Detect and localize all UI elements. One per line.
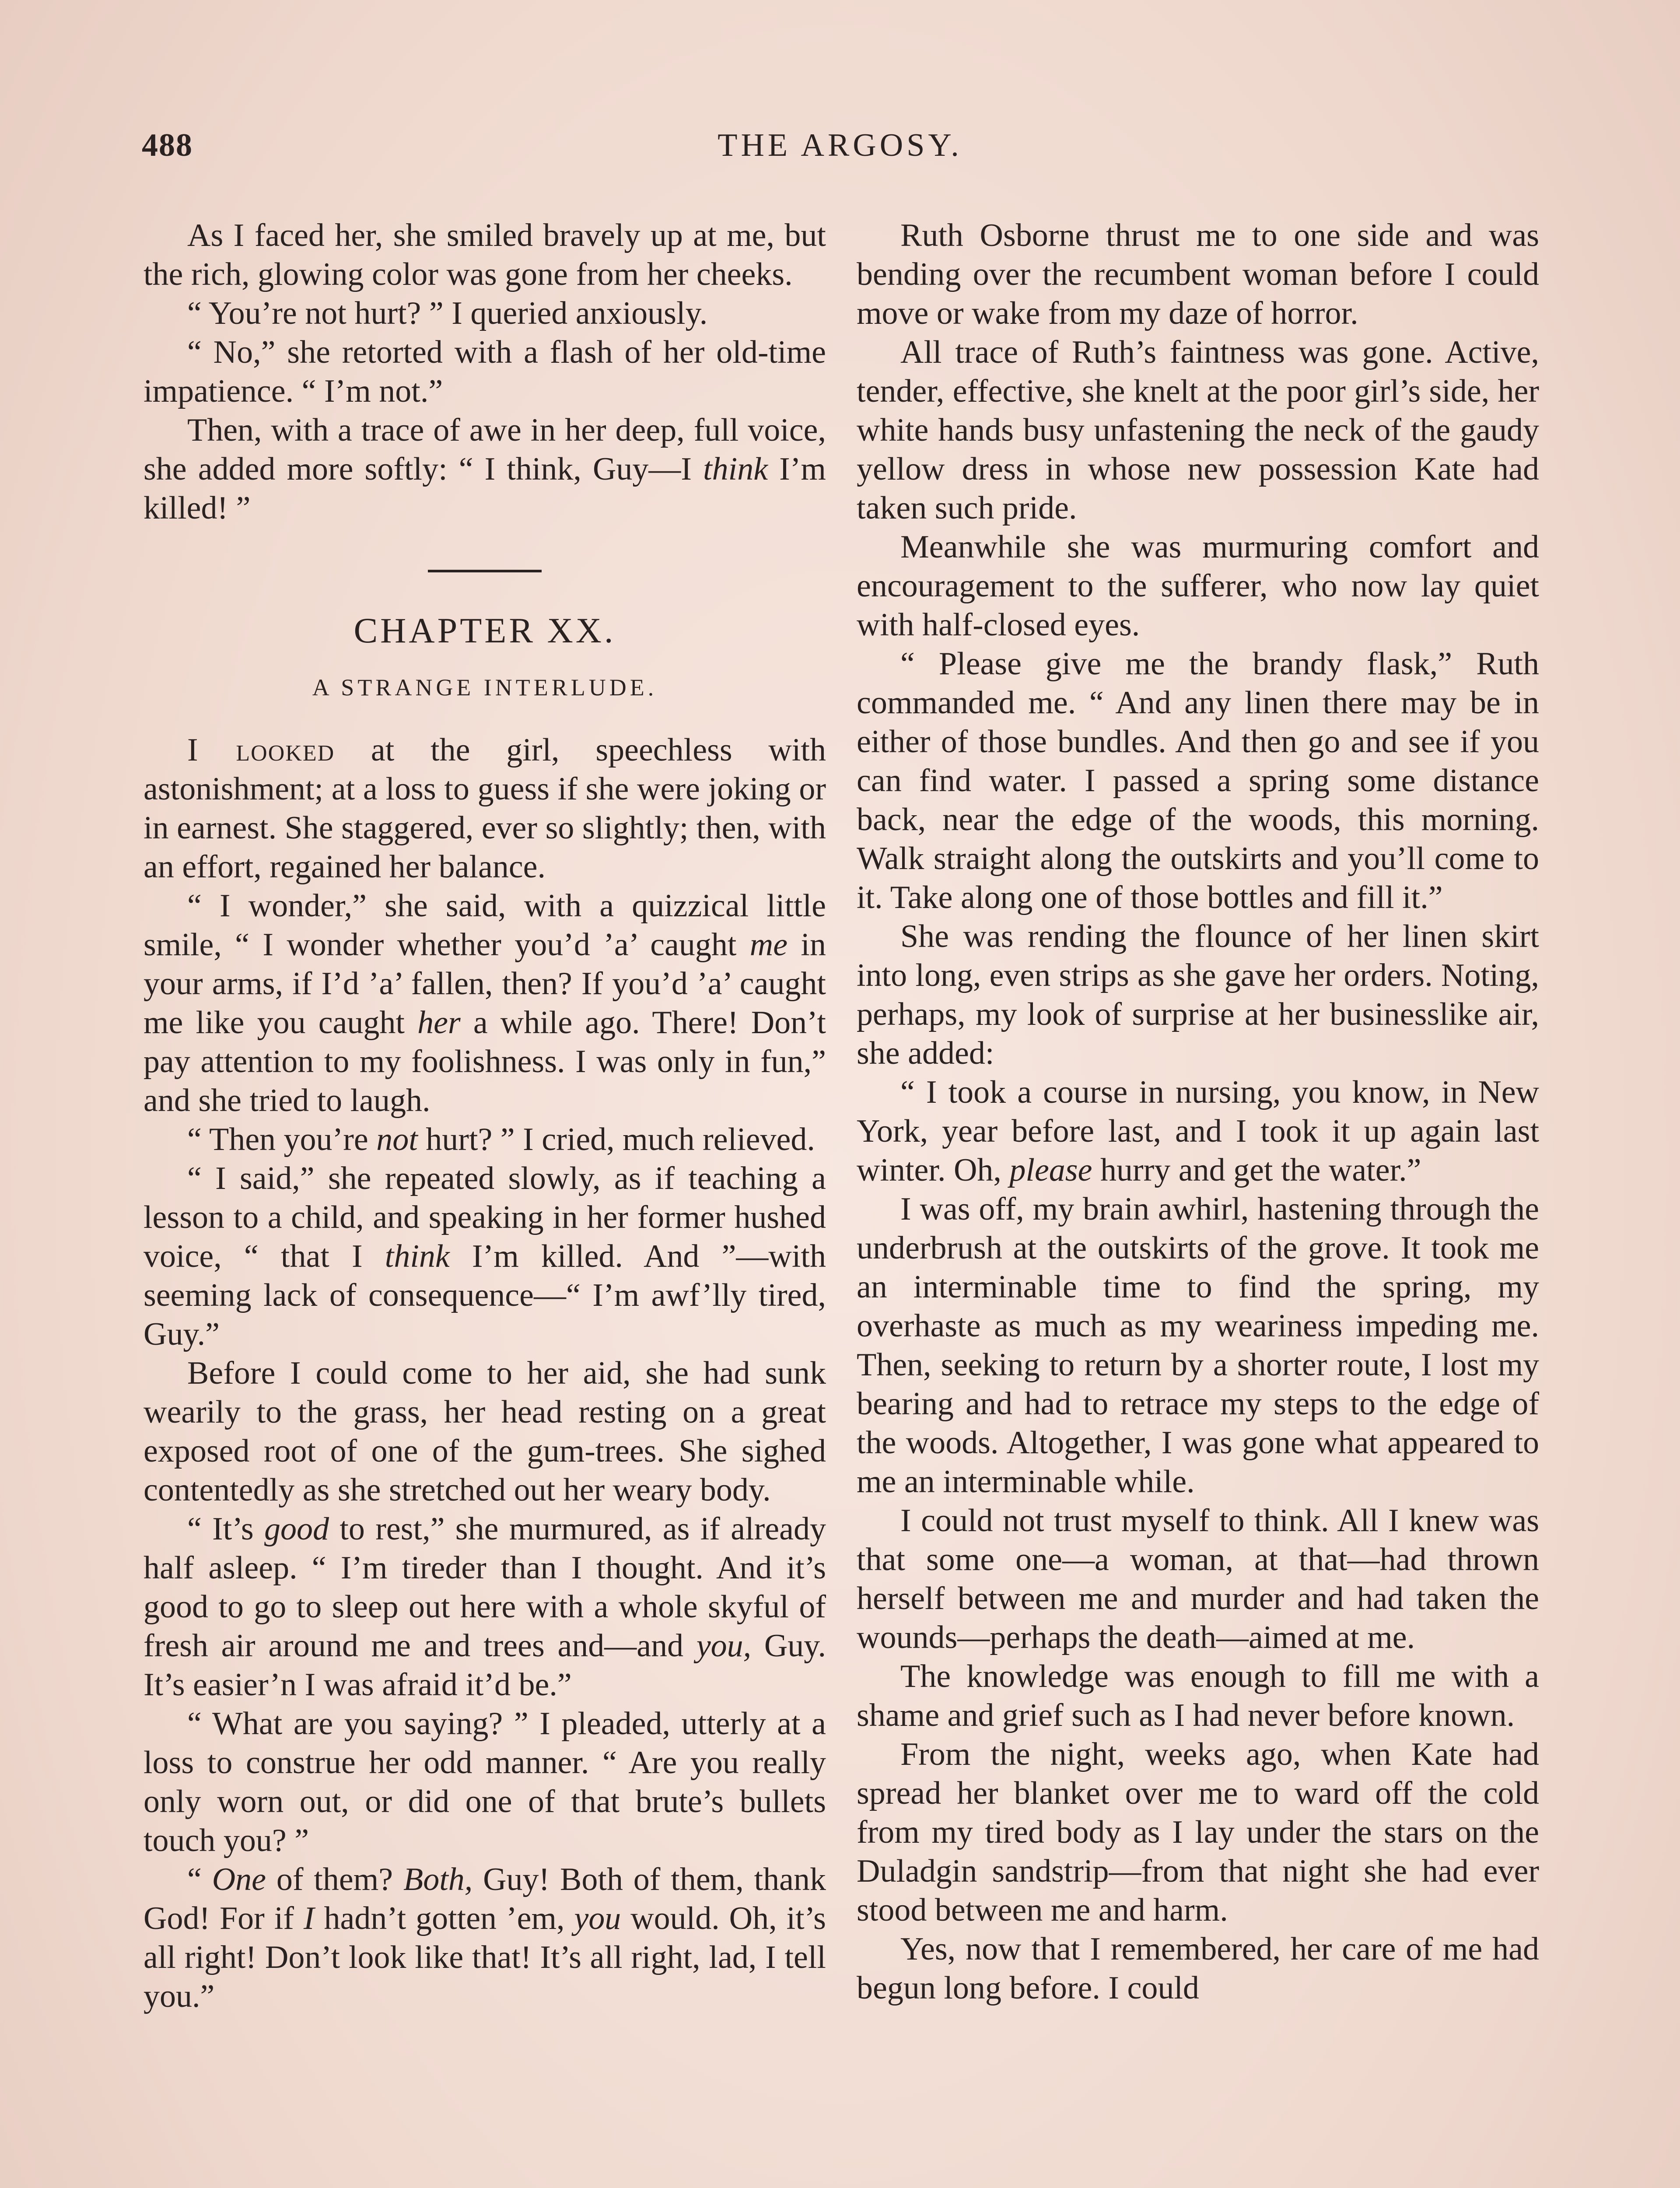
section-rule bbox=[428, 570, 542, 572]
paragraph: The knowledge was enough to fill me with a shame and grief such as I had never before known. bbox=[857, 1659, 1539, 1733]
right-column bbox=[857, 216, 1539, 2008]
paragraph: Then, with a trace of awe in her deep, full voice, she added more softly: “ I think, Guy—I think I’m killed! ” bbox=[144, 412, 826, 526]
chapter-subtitle: A STRANGE INTERLUDE. bbox=[312, 674, 658, 701]
paragraph: “ You’re not hurt? ” I queried anxiously. bbox=[187, 295, 708, 331]
paragraph: “ It’s good to rest,” she murmured, as if already half asleep. “ I’m tireder than I thought. And it’s good to go to sleep out here with a whole skyful of fresh air around me and trees and—and you, Guy. It’s easier’n I was afraid it’d be.” bbox=[144, 1511, 826, 1703]
paragraph: Ruth Osborne thrust me to one side and was bending over the recumbent woman before I could move or wake from my daze of horror. bbox=[857, 217, 1539, 331]
paragraph: “ One of them? Both, Guy! Both of them, thank God! For if I hadn’t gotten ’em, you would. Oh, it’s all right! Don’t look like that! It’s all right, lad, I tell you.” bbox=[144, 1862, 826, 2014]
paragraph: I was off, my brain awhirl, hastening through the underbrush at the outskirts of the grove. It took me an interminable time to find the spring, my overhaste as much as my weariness impeding me. Then, seeking to return by a shorter route, I lost my bearing and had to retrace my steps to the edge of the woods. Altogether, I was gone what appeared to me an interminable while. bbox=[857, 1191, 1539, 1500]
paragraph: I could not trust myself to think. All I knew was that some one—a woman, at that—had thrown herself between me and murder and had taken the wounds—perhaps the death—aimed at me. bbox=[857, 1503, 1539, 1655]
paragraph: “ I said,” she repeated slowly, as if teaching a lesson to a child, and speaking in her former hushed voice, “ that I think I’m killed. And ”—with seeming lack of consequence—“ I’m awf’lly tired, Guy.” bbox=[144, 1161, 826, 1352]
paragraph: She was rending the flounce of her linen skirt into long, even strips as she gave her orders. Noting, perhaps, my look of surprise at her businesslike air, she added: bbox=[857, 919, 1539, 1071]
paragraph: “ Please give me the brandy flask,” Ruth commanded me. “ And any linen there may be in either of those bundles. And then go and see if you can find water. I passed a spring some distance back, near the edge of the woods, this morning. Walk straight along the outskirts and you’ll come to it. Take along one of those bottles and fill it.” bbox=[857, 646, 1539, 915]
chapter-opening-words: I looked bbox=[187, 732, 335, 768]
paragraph: I looked at the girl, speechless with astonishment; at a loss to guess if she were joking or in earnest. She staggered, ever so slightly; then, with an effort, regained her balance. bbox=[144, 732, 826, 885]
page-number: 488 bbox=[142, 127, 193, 163]
paragraph: Yes, now that I remembered, her care of me had begun long before. I could bbox=[857, 1931, 1539, 2006]
running-title: THE ARGOSY. bbox=[718, 127, 962, 163]
paragraph: As I faced her, she smiled bravely up at me, but the rich, glowing color was gone from her cheeks. bbox=[144, 217, 826, 292]
paragraph: “ What are you saying? ” I pleaded, utterly at a loss to construe her odd manner. “ Are you really only worn out, or did one of that brute’s bullets touch you? ” bbox=[144, 1706, 826, 1858]
paragraph: Meanwhile she was murmuring comfort and encouragement to the sufferer, who now lay quiet with half-closed eyes. bbox=[857, 529, 1539, 643]
paragraph: “ No,” she retorted with a flash of her old-time impatience. “ I’m not.” bbox=[144, 334, 826, 409]
paragraph: All trace of Ruth’s faintness was gone. Active, tender, effective, she knelt at the poor girl’s side, her white hands busy unfastening the neck of the gaudy yellow dress in whose new possession Kate had taken such pride. bbox=[857, 334, 1539, 526]
chapter-title: CHAPTER XX. bbox=[354, 610, 616, 650]
paragraph: “ Then you’re not hurt? ” I cried, much relieved. bbox=[187, 1122, 815, 1157]
left-column bbox=[144, 216, 826, 2016]
paragraph: “ I took a course in nursing, you know, in New York, year before last, and I took it up again last winter. Oh, please hurry and get the water.” bbox=[857, 1074, 1539, 1188]
paragraph: Before I could come to her aid, she had sunk wearily to the grass, her head resting on a great exposed root of one of the gum-trees. She sighed contentedly as she stretched out her weary body. bbox=[144, 1355, 826, 1508]
paragraph: “ I wonder,” she said, with a quizzical little smile, “ I wonder whether you’d ’a’ caught me in your arms, if I’d ’a’ fallen, then? If you’d ’a’ caught me like you caught her a while ago. There! Don’t pay attention to my foolishness. I was only in fun,” and she tried to laugh. bbox=[144, 888, 826, 1119]
paragraph: From the night, weeks ago, when Kate had spread her blanket over me to ward off the cold from my tired body as I lay under the stars on the Duladgin sandstrip—from that night she had ever stood between me and harm. bbox=[857, 1736, 1539, 1928]
page-header bbox=[142, 127, 1538, 175]
